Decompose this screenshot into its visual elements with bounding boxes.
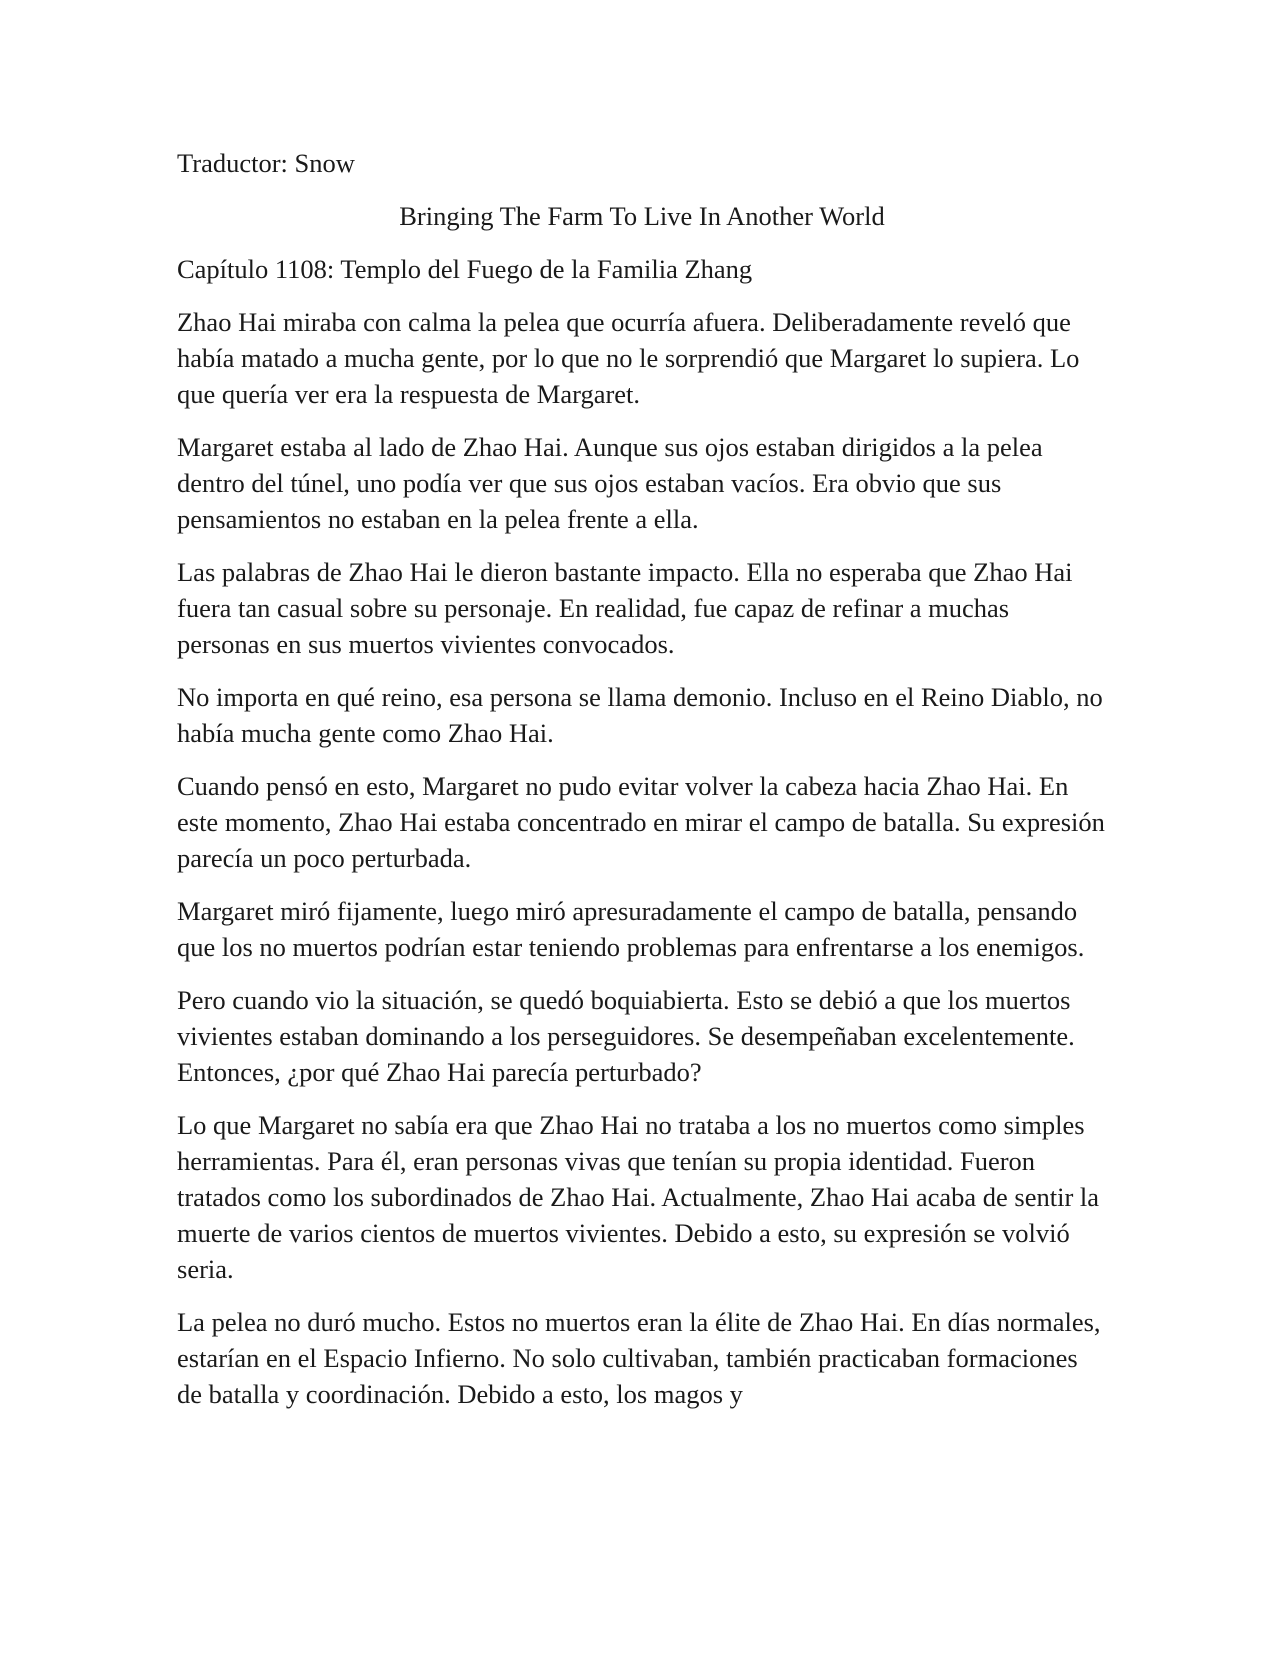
chapter-heading: Capítulo 1108: Templo del Fuego de la Familia Zhang	[177, 254, 753, 284]
paragraph: Margaret miró fijamente, luego miró apresuradamente el campo de batalla, pensando que los no muertos podrían estar teniendo problemas para enfrentarse a los enemigos.	[177, 896, 1085, 962]
paragraph: Las palabras de Zhao Hai le dieron bastante impacto. Ella no esperaba que Zhao Hai fuera tan casual sobre su personaje. En realidad, fue capaz de refinar a muchas personas en sus muertos vivientes convocados.	[177, 557, 1073, 659]
paragraph: La pelea no duró mucho. Estos no muertos eran la élite de Zhao Hai. En días normales, estarían en el Espacio Infierno. No solo cultivaban, también practicaban formaciones de batalla y coordinación. Debido a esto, los magos y	[177, 1307, 1101, 1409]
translator-credit: Traductor: Snow	[177, 148, 355, 178]
paragraph: Zhao Hai miraba con calma la pelea que ocurría afuera. Deliberadamente reveló que había matado a mucha gente, por lo que no le sorprendió que Margaret lo supiera. Lo que quería ver era la respuesta de Margaret.	[177, 307, 1080, 409]
paragraph: Lo que Margaret no sabía era que Zhao Hai no trataba a los no muertos como simples herramientas. Para él, eran personas vivas que tenían su propia identidad. Fueron tratados como los subordinados de Zhao Hai. Actualmente, Zhao Hai acaba de sentir la muerte de varios cientos de muertos vivientes. Debido a esto, su expresión se volvió seria.	[177, 1110, 1100, 1284]
paragraph: Margaret estaba al lado de Zhao Hai. Aunque sus ojos estaban dirigidos a la pelea dentro del túnel, uno podía ver que sus ojos estaban vacíos. Era obvio que sus pensamientos no estaban en la pelea frente a ella.	[177, 432, 1043, 534]
paragraph: Pero cuando vio la situación, se quedó boquiabierta. Esto se debió a que los muertos vivientes estaban dominando a los perseguidores. Se desempeñaban excelentemente. Entonces, ¿por qué Zhao Hai parecía perturbado?	[177, 985, 1075, 1087]
paragraph: Cuando pensó en esto, Margaret no pudo evitar volver la cabeza hacia Zhao Hai. En este momento, Zhao Hai estaba concentrado en mirar el campo de batalla. Su expresión parecía un poco perturbada.	[177, 771, 1105, 873]
document-page	[177, 145, 1107, 1429]
paragraph: No importa en qué reino, esa persona se llama demonio. Incluso en el Reino Diablo, no había mucha gente como Zhao Hai.	[177, 682, 1103, 748]
novel-title: Bringing The Farm To Live In Another World	[399, 201, 885, 231]
